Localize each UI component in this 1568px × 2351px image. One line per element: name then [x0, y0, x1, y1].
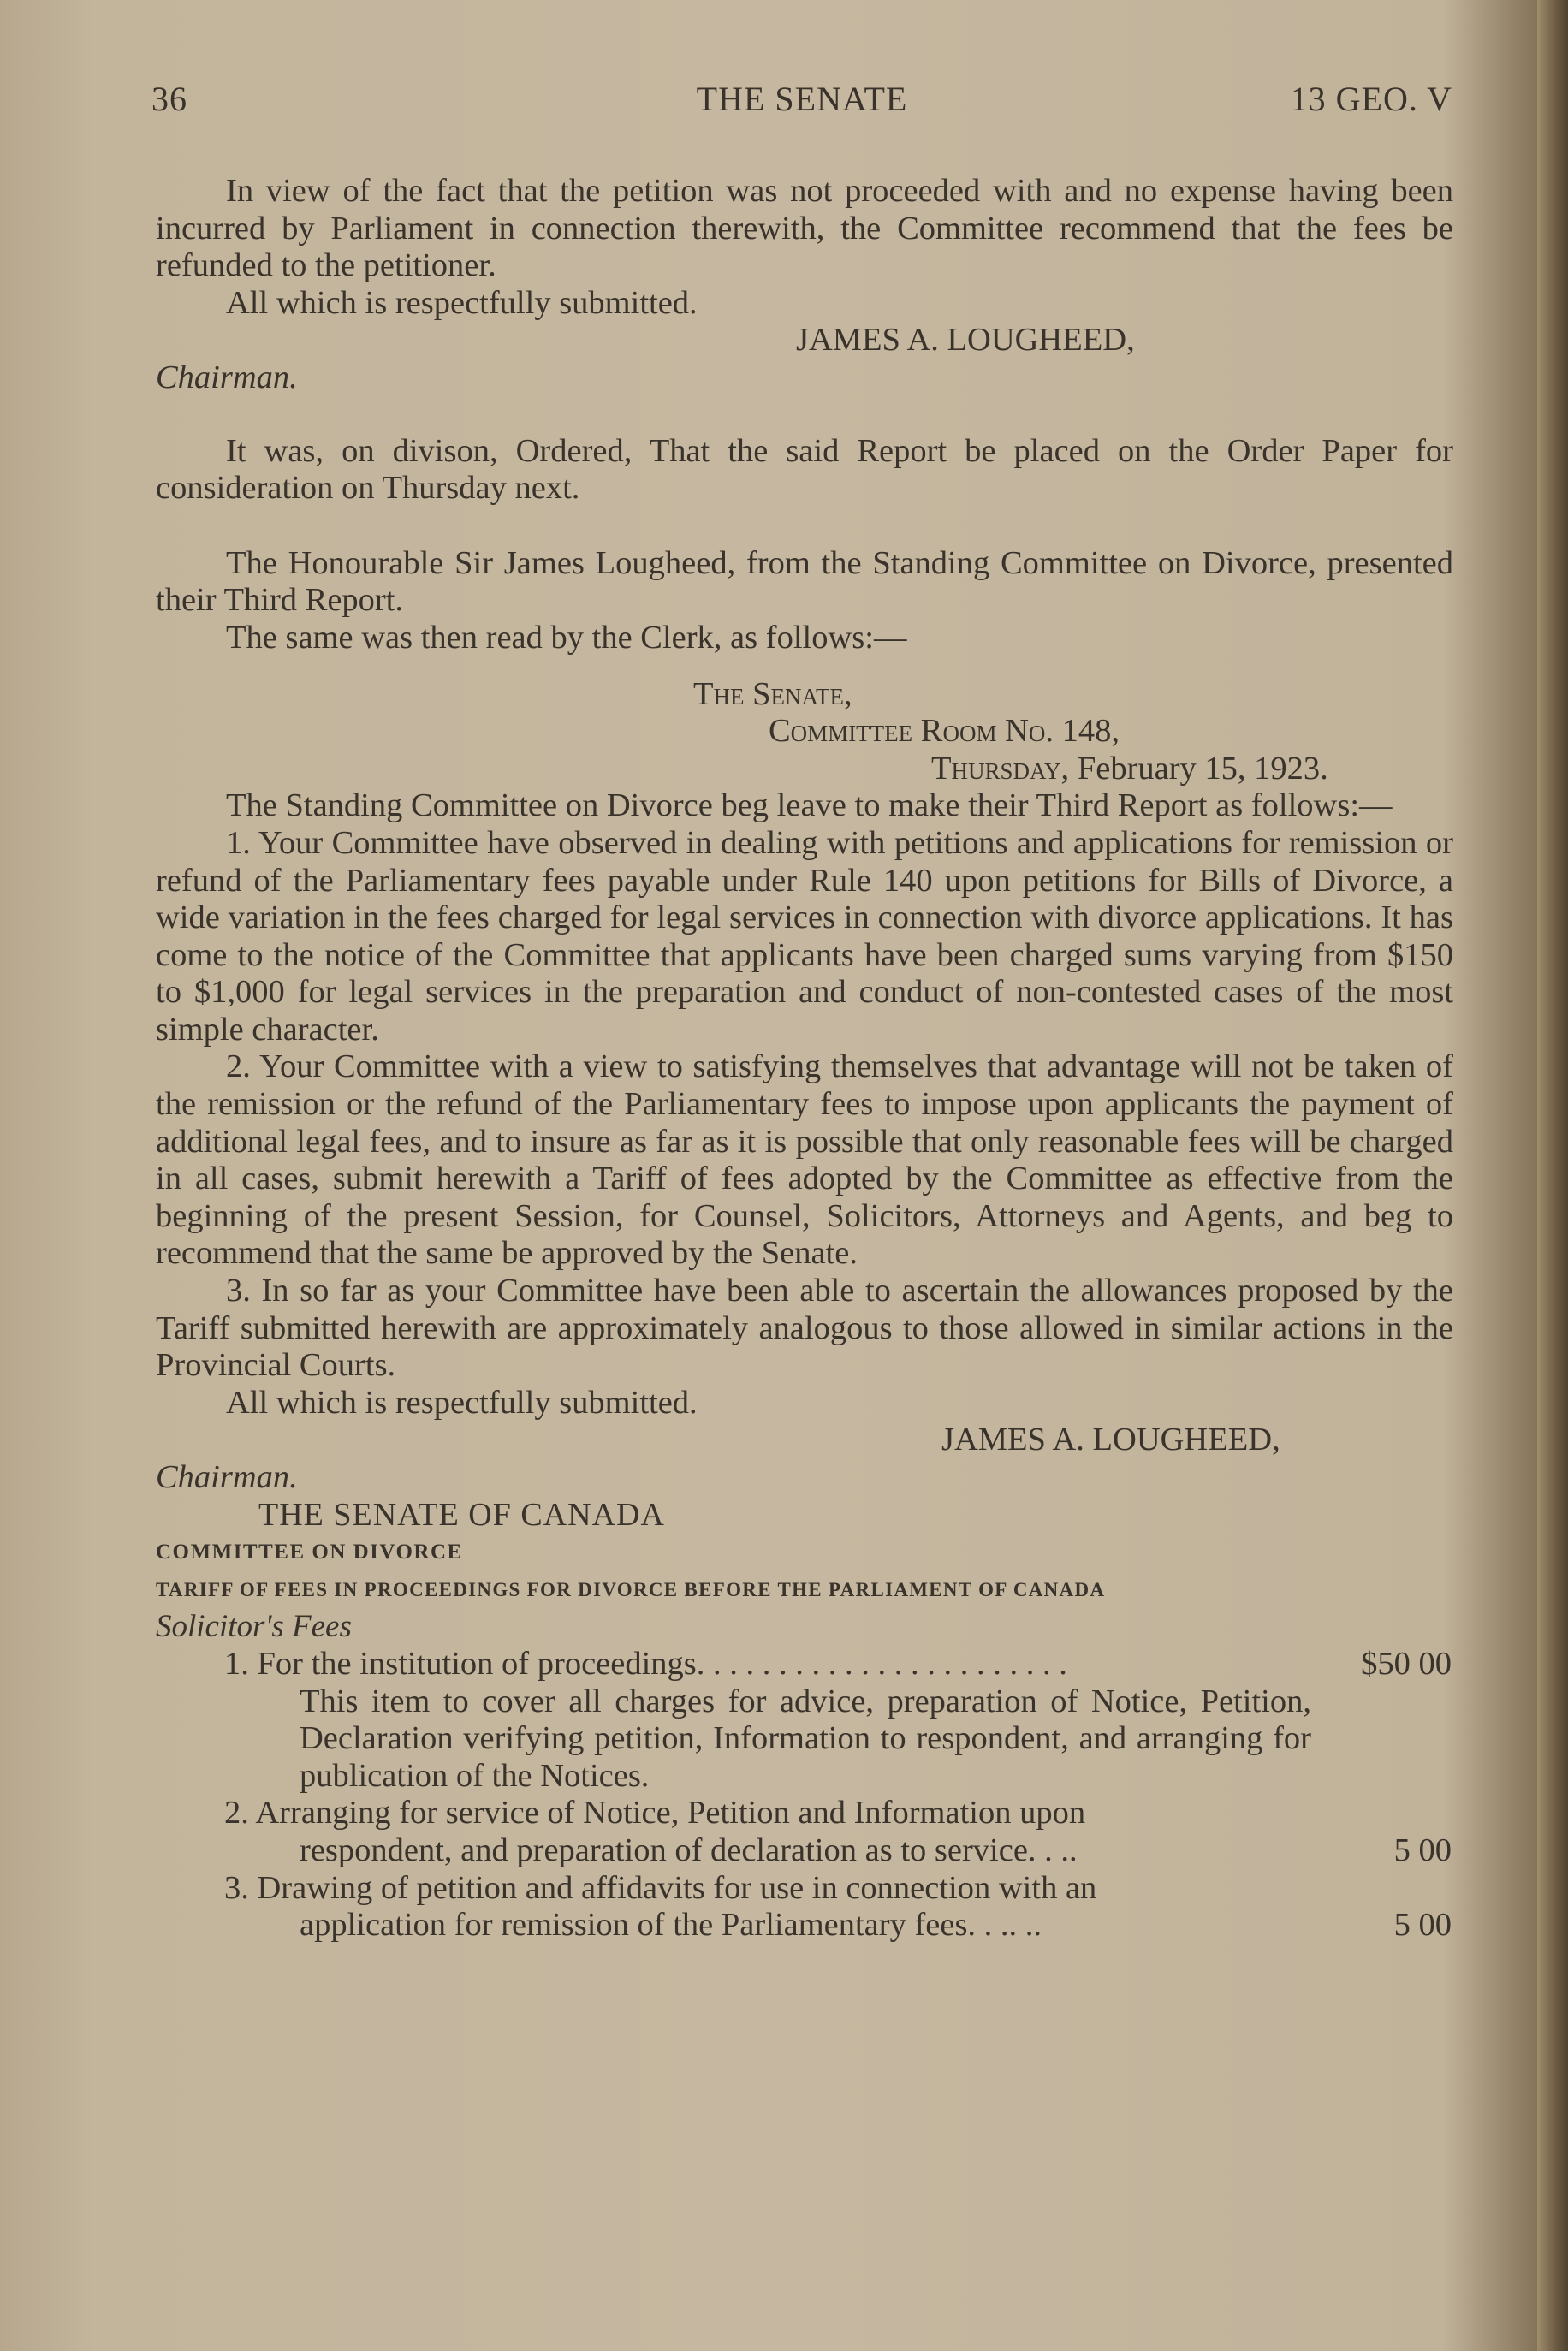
fee-item-3-line: 3. Drawing of petition and affidavits for use in connection with an	[224, 1869, 1097, 1906]
tariff-heading-title: TARIFF OF FEES IN PROCEEDINGS FOR DIVORCE BEFORE THE PARLIAMENT OF CANADA	[156, 1578, 1106, 1600]
signature-role: Chairman.	[156, 359, 298, 395]
order-paragraph: It was, on divison, Ordered, That the said Report be placed on the Order Paper for consideration on Thursday next.	[156, 432, 1453, 507]
session-label: 13 GEO. V	[1290, 80, 1452, 118]
fee-item	[156, 1646, 1453, 1795]
submitted-line: All which is respectfully submitted.	[226, 284, 698, 321]
address-committee-room: Committee Room No. 148,	[769, 713, 1120, 750]
address-senate: The Senate,	[693, 675, 852, 712]
read-by-clerk: The same was then read by the Clerk, as follows:—	[226, 619, 907, 656]
report-item-1: 1. Your Committee have observed in dealing with petitions and applications for remission or refund of the Parliamentary fees payable under Rule 140 upon petitions for Bills of Divorce, a wide variation in the fees charged for legal services in connection with divorce applications. It has come to the notice of the Committee that applicants have been charged sums varying from $150 to $1,000 for legal services in the preparation and conduct of non-contested cases of the most simple character.	[156, 824, 1453, 1048]
refund-paragraph: In view of the fact that the petition was not proceeded with and no expense having been incurred by Parliament in connection therewith, the Committee recommend that the fees be refunded to the petitioner.	[156, 173, 1453, 284]
fee-item-1-amount: $50 00	[1361, 1645, 1452, 1682]
signature-name-2: JAMES A. LOUGHEED,	[941, 1422, 1280, 1458]
fee-item	[156, 1870, 1453, 1944]
tariff-heading-senate: THE SENATE OF CANADA	[258, 1496, 665, 1533]
fee-item-1-line: 1. For the institution of proceedings. . . . . . . . . . . . . . . . . . . . . . .	[224, 1645, 1067, 1682]
fee-item-2-amount: 5 00	[1393, 1832, 1452, 1868]
submitted-line-2: All which is respectfully submitted.	[226, 1384, 698, 1421]
page-header	[151, 79, 1452, 122]
running-title: THE SENATE	[696, 80, 908, 118]
page-body	[156, 173, 1453, 1944]
tariff-subheading: Solicitor's Fees	[156, 1609, 352, 1645]
fee-item-2-line: 2. Arranging for service of Notice, Petition and Information upon	[224, 1795, 1086, 1832]
fee-item-1-detail: This item to cover all charges for advice, preparation of Notice, Petition, Declaration verifying petition, Information to respondent, and arranging for publication of the Notices.	[300, 1683, 1311, 1794]
third-report-intro: The Honourable Sir James Lougheed, from the Standing Committee on Divorce, presented their Third Report.	[156, 544, 1453, 619]
fee-item-3-detail: application for remission of the Parliamentary fees. . .. ..	[300, 1907, 1042, 1944]
report-date	[156, 751, 1453, 788]
tariff-heading-committee: COMMITTEE ON DIVORCE	[156, 1541, 463, 1564]
report-date-rest: February 15, 1923.	[1069, 750, 1328, 787]
signature-name: JAMES A. LOUGHEED,	[796, 322, 1135, 359]
page-number: 36	[151, 80, 187, 118]
fee-item-3-amount: 5 00	[1393, 1907, 1452, 1944]
report-date-day: Thursday,	[931, 750, 1070, 787]
book-spine-shadow	[1537, 0, 1568, 2351]
fee-item-2-detail: respondent, and preparation of declaration as to service. . ..	[300, 1832, 1078, 1868]
signature-role-2: Chairman.	[156, 1459, 298, 1495]
fee-item	[156, 1795, 1453, 1869]
report-intro: The Standing Committee on Divorce beg leave to make their Third Report as follows:—	[226, 787, 1393, 824]
report-item-3: 3. In so far as your Committee have been able to ascertain the allowances proposed by the Tariff submitted herewith are approximately analogous to those allowed in similar actions in the Provincial Courts.	[156, 1273, 1453, 1384]
report-item-2: 2. Your Committee with a view to satisfying themselves that advantage will not be taken of the remission or the refund of the Parliamentary fees to impose upon applicants the payment of additional legal fees, and to insure as far as it is possible that only reasonable fees will be charged in all cases, submit herewith a Tariff of fees adopted by the Committee as effective from the beginning of the present Session, for Counsel, Solicitors, Attorneys and Agents, and beg to recommend that the same be approved by the Senate.	[156, 1048, 1453, 1272]
